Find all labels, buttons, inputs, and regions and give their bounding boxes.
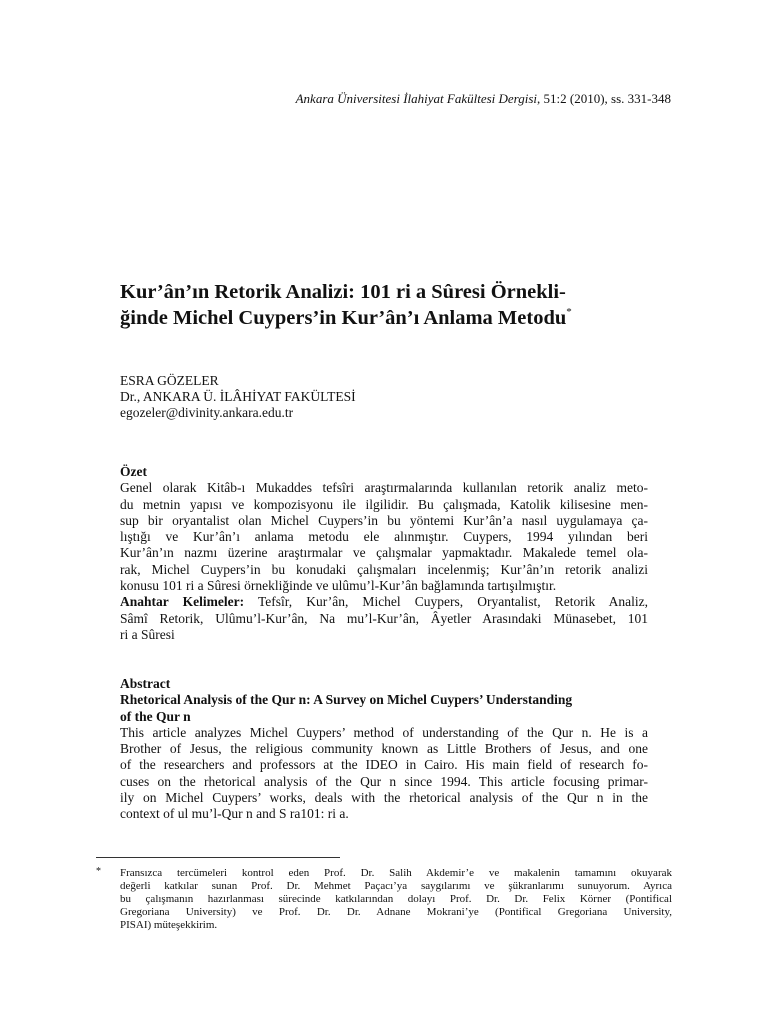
abstract-line: Brother of Jesus, the religious community known as Little Brothers of Jesus, and one — [120, 741, 648, 757]
article-title — [120, 279, 668, 331]
ozet-section — [120, 464, 648, 643]
footnote-line: bu çalışmanın hazırlanması sürecinde katkılarından dolayı Prof. Dr. Dr. Felix Körner (Pontifical — [120, 893, 672, 905]
keywords-line-2: Sâmî Retorik, Ulûmu’l-Kur’ân, Na mu’l-Kur’ân, Âyetler Arasındaki Münasebet, 101 — [120, 610, 648, 626]
author-email: egozeler@divinity.ankara.edu.tr — [120, 405, 294, 420]
keywords-line-1 — [120, 594, 648, 610]
footnote — [120, 867, 672, 932]
journal-title: Ankara Üniversitesi İlahiyat Fakültesi Dergisi — [295, 91, 538, 106]
ozet-line: Kur’ân’ın nazmı üzerine araştırmalar ve çalışmalar yapmaktadır. Makalede temel ola- — [120, 545, 648, 561]
title-line-2 — [120, 305, 668, 331]
ozet-heading: Özet — [120, 464, 147, 479]
abstract-subtitle-line-2: of the Qur n — [120, 708, 191, 724]
footnote-line: Fransızca tercümeleri kontrol eden Prof. Dr. Salih Akdemir’e ve makalenin tamamını okuyarak — [120, 867, 672, 879]
ozet-line: Genel olarak Kitâb-ı Mukaddes tefsîri araştırmalarında kullanılan retorik analiz meto- — [120, 480, 648, 496]
ozet-line: sup bir oryantalist olan Michel Cuypers’in bu yöntemi Kur’ân’a nasıl uygulamaya ça- — [120, 512, 648, 528]
abstract-section — [120, 676, 648, 823]
author-name: ESRA GÖZELER — [120, 373, 219, 388]
title-line-1: Kur’ân’ın Retorik Analizi: 101 ri a Sûresi Örnekli- — [120, 281, 566, 303]
abstract-subtitle-line-1: Rhetorical Analysis of the Qur n: A Survey on Michel Cuypers’ Understanding — [120, 692, 573, 708]
abstract-line: This article analyzes Michel Cuypers’ method of understanding of the Qur n. He is a — [120, 724, 648, 740]
abstract-line: context of ul mu’l-Qur n and S ra101: ri a. — [120, 806, 349, 822]
ozet-line: du metnin yapısı ve kompozisyonu ile ilgilidir. Bu çalışmada, Katolik kilisesine men- — [120, 496, 648, 512]
footnote-line: Gregoriana University) ve Prof. Dr. Dr. Adnane Mokrani’ye (Pontifical Gregoriana University, — [120, 906, 672, 918]
abstract-heading: Abstract — [120, 676, 171, 691]
footnote-line: değerli katkılar sunan Prof. Dr. Mehmet Paçacı’ya saygılarımı ve şükranlarımı sunuyorum. Ayrıca — [120, 880, 672, 892]
journal-citation — [296, 91, 671, 107]
keywords-line-3: ri a Sûresi — [120, 626, 175, 642]
title-footnote-marker: * — [566, 306, 572, 318]
title-line-2-text: ğinde Michel Cuypers’in Kur’ân’ı Anlama Metodu — [120, 307, 567, 329]
author-affiliation: Dr., ANKARA Ü. İLÂHİYAT FAKÜLTESİ — [120, 389, 356, 404]
abstract-line: ily on Michel Cuypers’ works, deals with the rhetorical analysis of the Qur n in the — [120, 790, 648, 806]
ozet-line: konusu 101 ri a Sûresi örnekliğinde ve ulûmu’l-Kur’ân bağlamında tartışılmıştır. — [120, 578, 557, 594]
abstract-line: cuses on the rhetorical analysis of the Qur n since 1994. This article focusing primar- — [120, 773, 648, 789]
footnote-line: PISAI) müteşekkirim. — [120, 919, 218, 931]
abstract-line: of the researchers and professors at the IDEO in Cairo. His main field of research fo- — [120, 757, 648, 773]
keywords-label: Anahtar Kelimeler: — [120, 594, 245, 610]
ozet-line: lıştığı ve Kur’ân’ı anlama metodu ele alınmıştır. Cuypers, 1994 yılından beri — [120, 529, 648, 545]
journal-details: , 51:2 (2010), ss. 331-348 — [537, 91, 671, 106]
footnote-marker: * — [96, 866, 101, 877]
keywords-text-1: Tefsîr, Kur’ân, Michel Cuypers, Oryantalist, Retorik Analiz, — [244, 594, 648, 610]
author-block — [120, 373, 668, 421]
ozet-line: rak, Michel Cuypers’in bu konudaki çalışmaları incelenmiş; Kur’ân’ın retorik analizi — [120, 561, 648, 577]
footnote-divider — [96, 857, 340, 858]
